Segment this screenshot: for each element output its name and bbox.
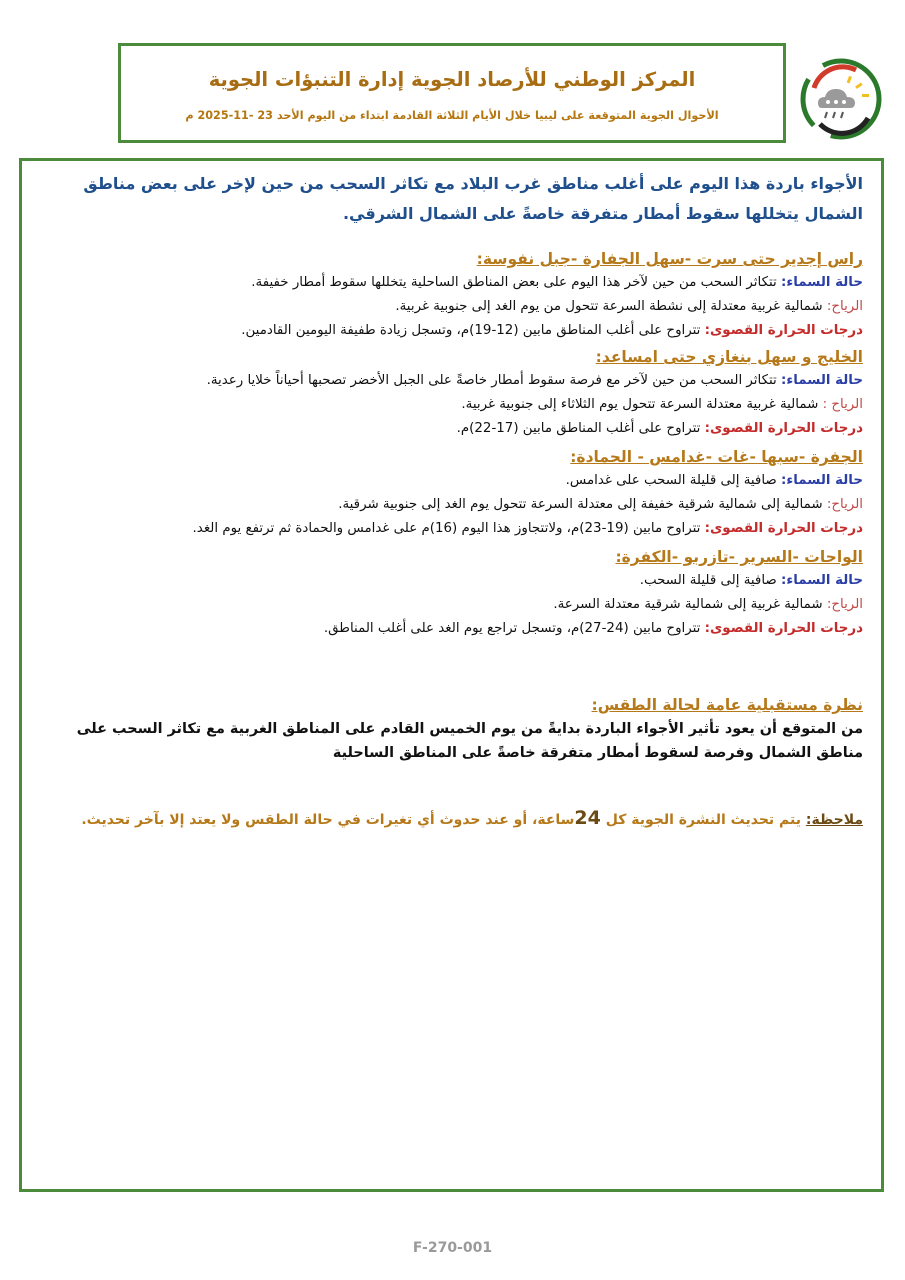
update-hours: 24: [574, 807, 601, 829]
region-section: [36, 445, 863, 541]
note-label: ملاحظة:: [805, 812, 863, 828]
update-note: ملاحظة: يتم تحديث النشرة الجوية كل 24ساعة، أو عند حدوث أي تغيرات في حالة الطقس ولا يعتد إلا بآخر تحديث.: [81, 807, 863, 829]
temp-line: درجات الحرارة القصوى: تتراوح على أغلب المناطق مابين (12-19)م، وتسجل زيادة طفيفة اليومين القادمين.: [241, 323, 863, 338]
region-title: الواحات -السرير -تازربو -الكفرة:: [615, 548, 863, 566]
temp-line: درجات الحرارة القصوى: تتراوح مابين (19-23)م، ولاتتجاوز هذا اليوم (16)م على غدامس والحمادة ثم ترتفع يوم الغد.: [192, 521, 863, 536]
outlook-text: من المتوقع أن يعود تأثير الأجواء الباردة بدايةً من يوم الخميس القادم على المناطق الغربية مع تكاثر السحب على مناطق الشمال وفرصة لسقوط أمطار متفرقة خاصةً على المناطق الساحلية: [76, 721, 863, 761]
intro-summary: الأجواء باردة هذا اليوم على أغلب مناطق غرب البلاد مع تكاثر السحب من حين لإخر على بعض مناطق الشمال يتخللها سقوط أمطار متفرقة خاصةً على الشمال الشرقي.: [83, 174, 863, 223]
sky-line: حالة السماء: صافية إلى قليلة السحب على غدامس.: [565, 473, 863, 488]
ncm-logo-icon: [800, 58, 882, 140]
region-title: الجفرة -سبها -غات -غدامس - الحمادة:: [570, 448, 863, 466]
wind-line: الرياح: شمالية غربية معتدلة إلى نشطة السرعة تتحول من يوم الغد إلى جنوبية غربية.: [395, 299, 863, 314]
temp-line: درجات الحرارة القصوى: تتراوح مابين (24-27)م، وتسجل تراجع يوم الغد على أغلب المناطق.: [323, 621, 863, 636]
region-section: [36, 345, 863, 441]
region-title: الخليج و سهل بنغازي حتى امساعد:: [595, 348, 863, 366]
page-subtitle: الأحوال الجوية المتوقعة على ليبيا خلال الأيام الثلاثة القادمة ابتداء من اليوم الأحد 23 -11-2025 م: [185, 109, 719, 122]
sky-line: حالة السماء: تتكاثر السحب من حين لآخر مع فرصة سقوط أمطار خاصةً على الجبل الأخضر تصحبها أحياناً خلايا رعدية.: [206, 373, 863, 388]
region-section: [36, 545, 863, 641]
region-section: [36, 247, 863, 343]
header-box: [118, 43, 786, 143]
page-title: المركز الوطني للأرصاد الجوية إدارة التنبؤات الجوية: [208, 68, 696, 91]
wind-line: الرياح: شمالية إلى شمالية شرقية خفيفة إلى معتدلة السرعة تتحول يوم الغد إلى جنوبية شرقية.: [338, 497, 863, 512]
sky-line: حالة السماء: صافية إلى قليلة السحب.: [639, 573, 863, 588]
region-title: راس إجدير حتى سرت -سهل الجفارة -جبل نفوسة:: [476, 250, 863, 268]
wind-line: الرياح: شمالية غربية إلى شمالية شرقية معتدلة السرعة.: [553, 597, 863, 612]
bulletin-body: [19, 158, 884, 1192]
wind-line: الرياح : شمالية غربية معتدلة السرعة تتحول يوم الثلاثاء إلى جنوبية غربية.: [461, 397, 863, 412]
temp-line: درجات الحرارة القصوى: تتراوح على أغلب المناطق مابين (17-22)م.: [456, 421, 863, 436]
form-code: F-270-001: [412, 1240, 493, 1256]
outlook-title: نظرة مستقبلية عامة لحالة الطقس:: [591, 696, 863, 714]
sky-line: حالة السماء: تتكاثر السحب من حين لآخر هذا اليوم على بعض المناطق الساحلية يتخللها سقوط أمطار خفيفة.: [251, 275, 863, 290]
